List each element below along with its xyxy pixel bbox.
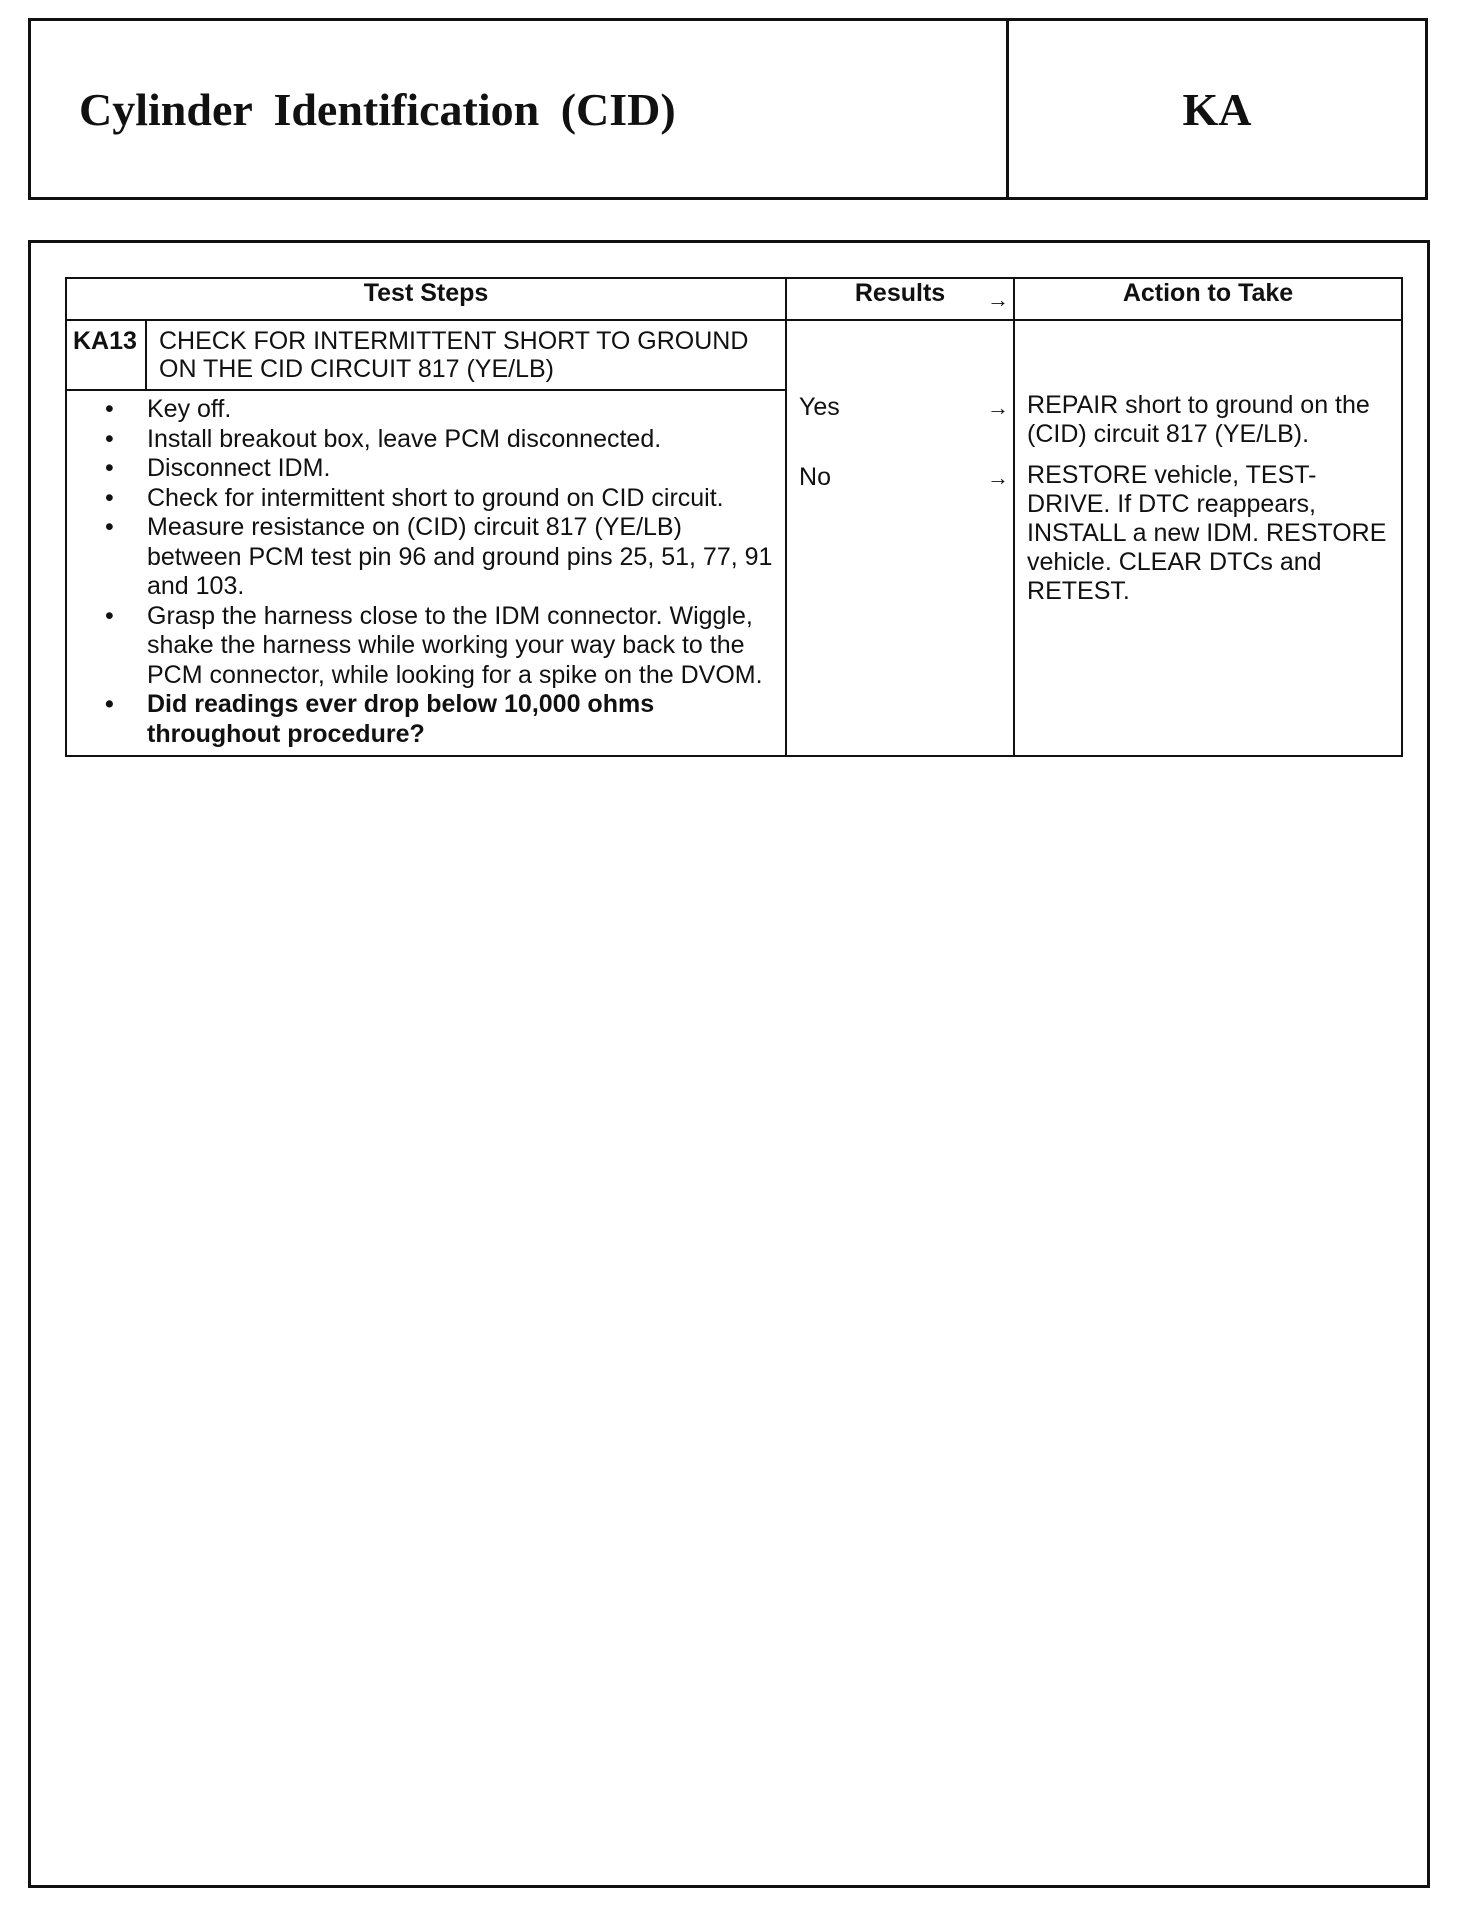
code-cell bbox=[1009, 21, 1425, 197]
list-item: • Key off. bbox=[147, 395, 773, 425]
arrow-right-icon: → bbox=[987, 465, 1010, 490]
result-yes bbox=[799, 393, 1009, 422]
step-title: CHECK FOR INTERMITTENT SHORT TO GROUND ON THE CID CIRCUIT 817 (YE/LB) bbox=[146, 320, 786, 390]
step-instructions bbox=[66, 390, 786, 756]
col-action: Action to Take bbox=[1014, 278, 1402, 320]
section-code: KA bbox=[1182, 83, 1252, 135]
result-label: No bbox=[799, 463, 831, 491]
col-test-steps: Test Steps bbox=[66, 278, 786, 320]
content-frame bbox=[28, 240, 1430, 1888]
action-no: RESTORE vehicle, TEST-DRIVE. If DTC reappears, INSTALL a new IDM. RESTORE vehicle. CLEAR DTCs and RETEST. bbox=[1027, 461, 1387, 605]
list-item: • Measure resistance on (CID) circuit 817 (YE/LB) between PCM test pin 96 and ground pins 25, 51, 77, 91 and 103. bbox=[147, 513, 773, 602]
test-steps-table bbox=[65, 277, 1403, 757]
action-yes: REPAIR short to ground on the (CID) circuit 817 (YE/LB). bbox=[1027, 391, 1370, 448]
title-cell bbox=[31, 21, 1009, 197]
page-header bbox=[28, 18, 1428, 200]
table-header-row bbox=[66, 278, 1402, 320]
step-id: KA13 bbox=[66, 320, 146, 390]
arrow-right-icon: → bbox=[987, 287, 1010, 312]
col-results-label: Results bbox=[854, 279, 946, 307]
step-title-row bbox=[66, 320, 1402, 390]
result-label: Yes bbox=[799, 393, 840, 421]
list-item: • Install breakout box, leave PCM disconnected. bbox=[147, 425, 773, 455]
arrow-right-icon: → bbox=[987, 395, 1010, 420]
list-item: • Check for intermittent short to ground on CID circuit. bbox=[147, 484, 773, 514]
page-title: Cylinder Identification (CID) bbox=[79, 83, 676, 135]
results-cell bbox=[786, 320, 1014, 756]
list-item: • Disconnect IDM. bbox=[147, 454, 773, 484]
list-item: • Grasp the harness close to the IDM connector. Wiggle, shake the harness while working your way back to the PCM connector, while looking for a spike on the DVOM. bbox=[147, 602, 773, 691]
list-item-question: • Did readings ever drop below 10,000 ohms throughout procedure? bbox=[147, 690, 773, 749]
actions-cell bbox=[1014, 320, 1402, 756]
result-no bbox=[799, 463, 1009, 492]
instruction-list bbox=[67, 391, 785, 755]
col-results bbox=[786, 278, 1014, 320]
